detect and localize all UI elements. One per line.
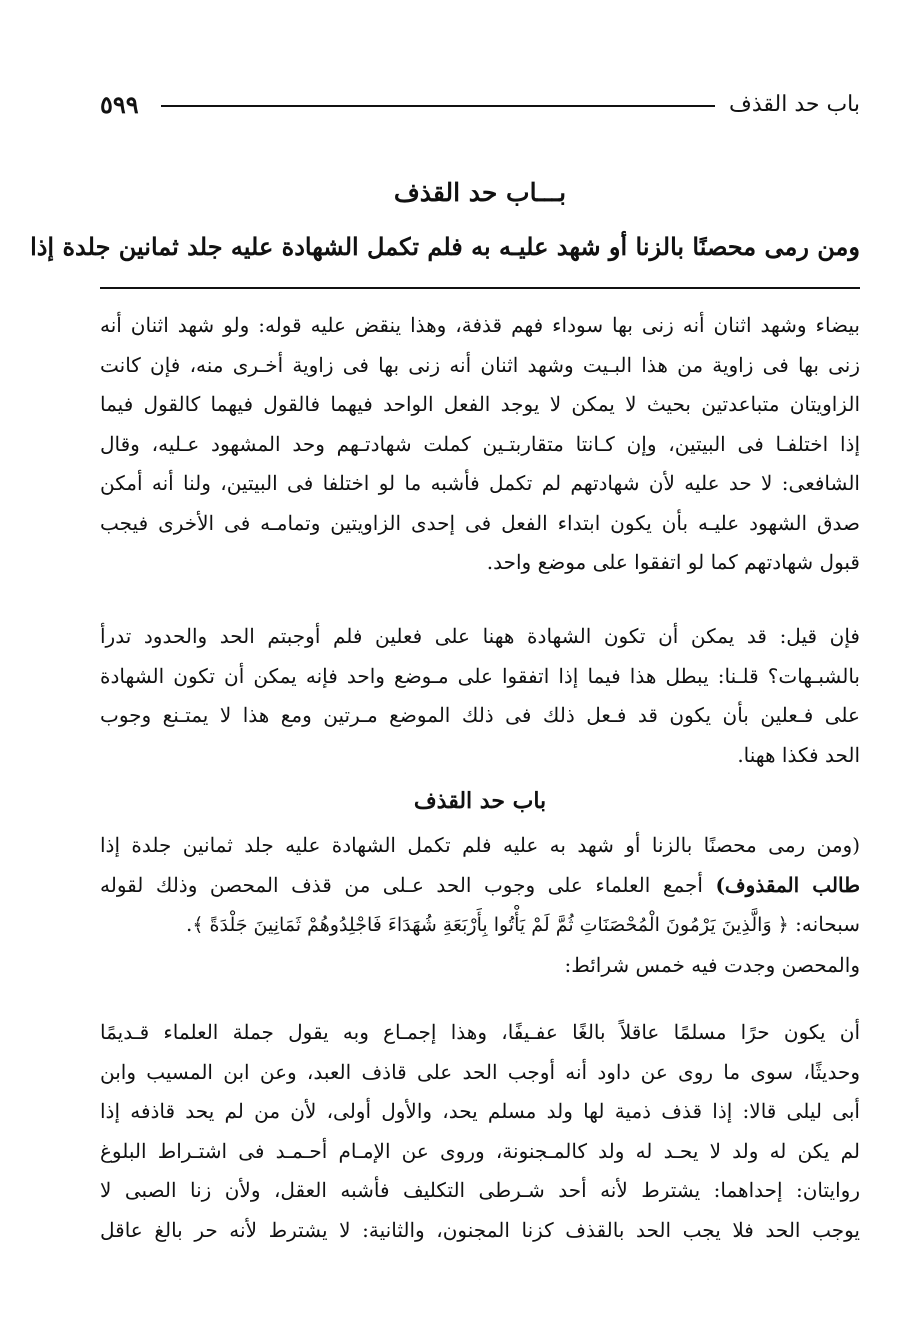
page-number: ٥٩٩ <box>100 89 139 119</box>
text-line <box>100 866 860 906</box>
text-segment: أجمع العلماء على وجوب الحد عـلى من قذف المحصن وذلك لقوله <box>100 872 716 897</box>
text-line: وحديثًا، سوى ما روى عن داود أنه أوجب الحد على قاذف العبد، وعن ابن المسيب وابن <box>100 1059 860 1084</box>
text-line: إذا اختلفـا فى البيتين، وإن كـانتا متقاربتـين كملت شهادتـهم وحد المشهود عـليه، وقال <box>100 431 860 456</box>
matn-text: ومن رمى محصنًا بالزنا أو شهد عليـه به فلم تكمل الشهادة عليه جلد ثمانين جلدة إذا <box>30 232 860 261</box>
chapter-heading: بـــاب حد القذف <box>393 178 567 207</box>
running-header <box>100 84 860 124</box>
text-line <box>100 905 860 946</box>
conditions-intro: والمحصن وجدت فيه خمس شرائط: <box>564 952 860 977</box>
text-line: أبى ليلى قالا: إذا قذف ذمية لها ولد مسلم يحد، والأول أولى، لأن من لم يحد قاذفه إذا <box>100 1099 860 1123</box>
commentary-paragraph-1 <box>100 306 860 583</box>
text-line: بالشبـهات؟ قلـنا: يبطل هذا فيما إذا اتفقوا على مـوضع واحد فإنه يمكن أن تكون الشهادة <box>100 663 860 688</box>
text-line: الشافعى: لا حد عليه لأن شهادتهم لم تكمل فأشبه ما لو اختلفا فى البيتين، ولنا أنه أمكن <box>100 471 860 495</box>
text-segment: سبحانه: <box>788 912 860 936</box>
text-line: أن يكون حرًا مسلمًا عاقلاً بالغًا عفـيفًا، وهذا إجمـاع وبه يقول جملة العلماء قـديمًا <box>100 1020 860 1044</box>
commentary-paragraph-4 <box>100 1013 860 1250</box>
text-segment: . <box>186 912 193 936</box>
section-heading: باب حد القذف <box>413 788 547 814</box>
text-line: الحد فكذا ههنا. <box>737 742 860 767</box>
commentary-paragraph-2 <box>100 617 860 775</box>
text-line: قبول شهادتهم كما لو اتفقوا على موضع واحد. <box>486 550 860 574</box>
text-line: روايتان: إحداهما: يشترط لأنه أحد شـرطى التكليف فأشبه العقل، ولأن زنا الصبى لا <box>100 1178 860 1202</box>
matn-quote-end: طالب المقذوف) <box>715 872 860 897</box>
text-line: يوجب الحد فلا يجب الحد بالقذف كزنا المجنون، والثانية: لا يشترط لأنه حر بالغ عاقل <box>100 1217 860 1242</box>
text-line: بيضاء وشهد اثنان أنه زنى بها سوداء فهم قذفة، وهذا ينقض عليه قوله: ولو شهد اثنان أنه <box>100 313 860 337</box>
header-rule <box>161 105 715 107</box>
text-line: لم يكن له ولد لا يحـد له ولد كالمـجنونة، وروى عن الإمـام أحـمـد فى اشتـراط البلوغ <box>100 1138 860 1163</box>
text-line: فإن قيل: قد يمكن أن تكون الشهادة ههنا على فعلين فلم أوجبتم الحد والحدود تدرأ <box>100 624 860 648</box>
chapter-title: باب حد القذف <box>729 91 860 117</box>
text-line: الزاويتان متباعدتين بحيث لا يمكن لا يوجد الفعل الواحد فيهما فالقول فيهما كالقول فيما <box>100 392 860 416</box>
text-line: صدق الشهود عليـه بأن يكون ابتداء الفعل فى إحدى الزاويتين وتمامـه فى الأخرى فيجب <box>100 510 860 535</box>
text-line: على فـعلين بأن يكون قد فـعل ذلك فى ذلك الموضع مـرتين ومع هذا لا يمتـنع وجوب <box>100 703 860 727</box>
text-line: زنى بها فى زاوية من هذا البـيت وشهد اثنان أنه زنى بها فى زاوية أخـرى منه، فإن كانت <box>100 352 860 377</box>
commentary-paragraph-3 <box>100 826 860 985</box>
matn-quote-line: (ومن رمى محصنًا بالزنا أو شهد به عليه فلم تكمل الشهادة عليه جلد ثمانين جلدة إذا <box>100 833 860 857</box>
matn-separator <box>100 287 860 289</box>
quran-verse: ﴿ وَالَّذِينَ يَرْمُونَ الْمُحْصَنَاتِ ثُمَّ لَمْ يَأْتُوا بِأَرْبَعَةِ شُهَدَاءَ فَاجْلِدُوهُمْ ثَمَانِينَ جَلْدَةً ﴾ <box>192 914 789 936</box>
